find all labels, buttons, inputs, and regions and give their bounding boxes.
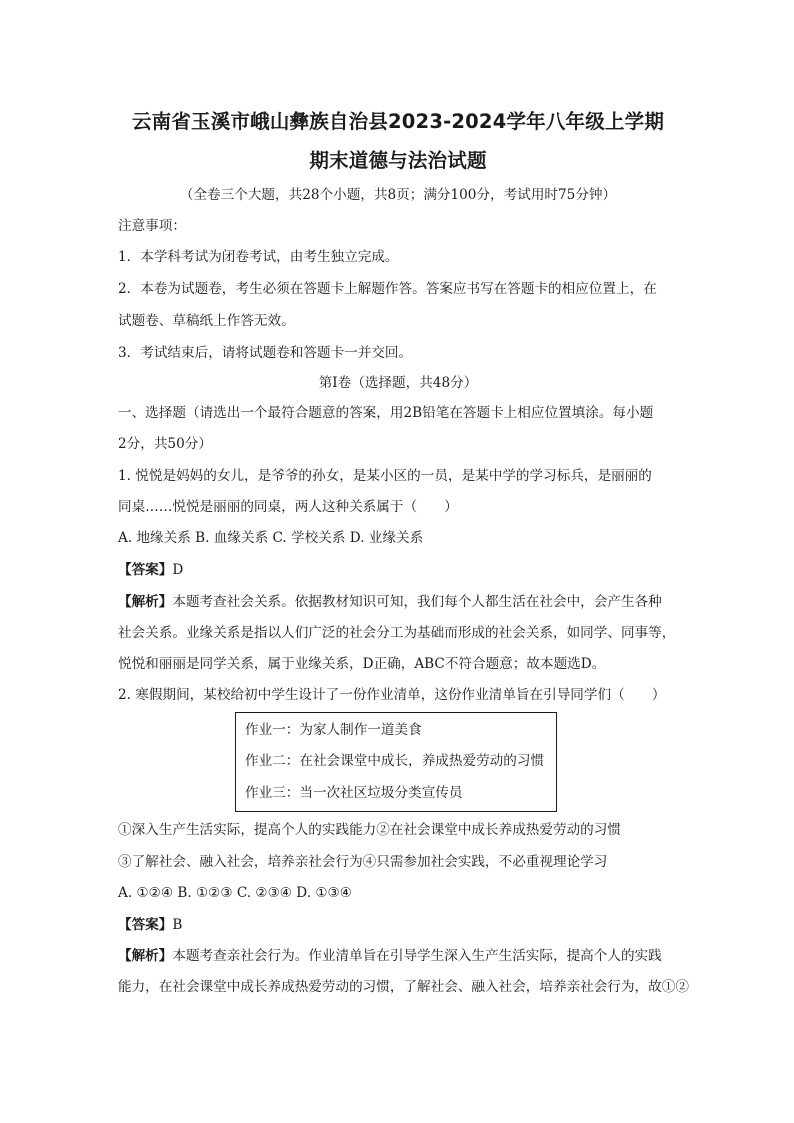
part-title: 第Ⅰ卷（选择题，共48分） bbox=[318, 375, 478, 391]
question-1-line2: 同桌……悦悦是丽丽的同桌，两人这种关系属于（ ） bbox=[118, 499, 458, 515]
question-2-statements-line2: ③了解社会、融入社会，培养亲社会行为④只需参加社会实践，不必重视理论学习 bbox=[118, 854, 608, 870]
question-2-analysis-line1 bbox=[118, 946, 662, 966]
question-2-stem: 2. 寒假期间，某校给初中学生设计了一份作业清单，这份作业清单旨在引导同学们（ ） bbox=[118, 687, 666, 703]
question-1-options: A. 地缘关系 B. 血缘关系 C. 学校关系 D. 业缘关系 bbox=[118, 530, 424, 546]
homework-list-box bbox=[235, 712, 557, 812]
analysis-text: 本题考查社会关系。依据教材知识可知，我们每个人都生活在社会中，会产生各种 bbox=[172, 594, 662, 610]
section-heading-line1: 一、选择题（请选出一个最符合题意的答案，用2B铅笔在答题卡上相应位置填涂。每小题 bbox=[118, 405, 654, 421]
exam-title-line2: 期末道德与法治试题 bbox=[309, 149, 487, 172]
exam-subtitle: （全卷三个大题，共28个小题，共8页；满分100分，考试用时75分钟） bbox=[179, 187, 617, 203]
answer-label: 【答案】 bbox=[118, 562, 173, 578]
question-1-analysis-line3: 悦悦和丽丽是同学关系，属于业缘关系，D正确，ABC不符合题意；故本题选D。 bbox=[118, 656, 606, 672]
exam-page bbox=[118, 0, 689, 1123]
exam-title-line1: 云南省玉溪市峨山彝族自治县2023-2024学年八年级上学期 bbox=[131, 110, 665, 133]
question-2-analysis-line2: 能力，在社会课堂中成长养成热爱劳动的习惯，了解社会、融入社会，培养亲社会行为，故①② bbox=[118, 979, 689, 995]
analysis-label: 【解析】 bbox=[118, 948, 173, 964]
homework-item-3: 作业三：当一次社区垃圾分类宣传员 bbox=[245, 785, 463, 801]
notice-heading: 注意事项： bbox=[118, 218, 186, 234]
answer-value: B bbox=[172, 917, 183, 933]
answer-label: 【答案】 bbox=[118, 917, 173, 933]
notice-item-2-line2: 试题卷、草稿纸上作答无效。 bbox=[118, 313, 295, 329]
section-heading-line2: 2分，共50分） bbox=[118, 436, 212, 452]
answer-value: D bbox=[172, 562, 184, 578]
analysis-text: 本题考查亲社会行为。作业清单旨在引导学生深入生产生活实际，提高个人的实践 bbox=[172, 948, 662, 964]
homework-item-2: 作业二：在社会课堂中成长，养成热爱劳动的习惯 bbox=[245, 753, 545, 769]
notice-item-3: 3．考试结束后，请将试题卷和答题卡一并交回。 bbox=[118, 345, 413, 361]
question-1-analysis-line1 bbox=[118, 592, 662, 612]
question-2-answer bbox=[118, 915, 182, 935]
question-1-answer bbox=[118, 560, 183, 580]
analysis-label: 【解析】 bbox=[118, 594, 173, 610]
question-2-statements-line1: ①深入生产生活实际，提高个人的实践能力②在社会课堂中成长养成热爱劳动的习惯 bbox=[118, 822, 621, 838]
notice-item-2-line1: 2．本卷为试题卷，考生必须在答题卡上解题作答。答案应书写在答题卡的相应位置上，在 bbox=[118, 281, 657, 297]
question-1-line1: 1. 悦悦是妈妈的女儿，是爷爷的孙女，是某小区的一员，是某中学的学习标兵，是丽丽的 bbox=[118, 468, 652, 484]
homework-item-1: 作业一：为家人制作一道美食 bbox=[245, 722, 422, 738]
question-1-analysis-line2: 社会关系。业缘关系是指以人们广泛的社会分工为基础而形成的社会关系，如同学、同事等， bbox=[118, 625, 676, 641]
notice-item-1: 1．本学科考试为闭卷考试，由考生独立完成。 bbox=[118, 249, 399, 265]
question-2-options: A. ①②④ B. ①②③ C. ②③④ D. ①③④ bbox=[118, 885, 352, 901]
